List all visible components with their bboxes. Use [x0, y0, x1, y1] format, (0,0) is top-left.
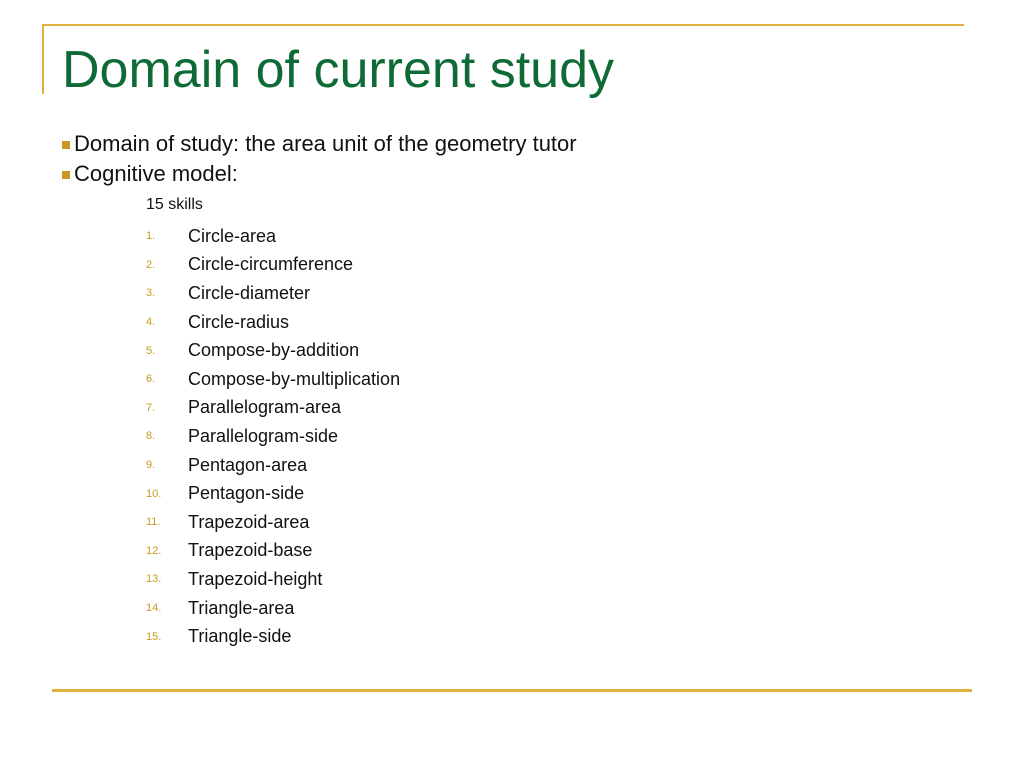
skill-number: 1.	[146, 230, 156, 243]
skill-item	[146, 222, 400, 251]
skill-number: 11.	[146, 516, 161, 529]
skill-item	[146, 594, 400, 623]
skill-item	[146, 537, 400, 566]
skill-number: 12.	[146, 544, 162, 557]
skill-item	[146, 508, 400, 537]
skill-item	[146, 394, 400, 423]
top-accent-rule	[42, 24, 964, 26]
skill-number: 7.	[146, 401, 156, 414]
bottom-accent-rule	[52, 689, 972, 692]
skill-label: Circle-circumference	[188, 254, 354, 275]
skill-number: 14.	[146, 602, 162, 615]
skill-label: Parallelogram-side	[188, 425, 339, 446]
skill-number: 13.	[146, 573, 162, 586]
skill-label: Triangle-side	[188, 626, 292, 647]
skill-item	[146, 451, 400, 480]
skill-label: Triangle-area	[188, 597, 295, 618]
skill-item	[146, 565, 400, 594]
square-bullet-icon	[62, 171, 70, 179]
skill-label: Compose-by-addition	[188, 340, 360, 361]
bullet-list	[62, 129, 577, 189]
skill-number: 5.	[146, 344, 156, 357]
skill-label: Pentagon-area	[188, 454, 308, 475]
skill-label: Circle-radius	[188, 311, 290, 332]
skill-item	[146, 336, 400, 365]
square-bullet-icon	[62, 141, 70, 149]
bullet-item-cognitive-model	[62, 159, 577, 189]
skill-label: Circle-diameter	[188, 282, 311, 303]
skill-number: 6.	[146, 373, 156, 386]
skill-item	[146, 422, 400, 451]
slide-title: Domain of current study	[62, 41, 615, 99]
skill-label: Compose-by-multiplication	[188, 368, 401, 389]
skills-list	[146, 222, 400, 651]
skill-label: Parallelogram-area	[188, 397, 342, 418]
skill-item	[146, 308, 400, 337]
skill-number: 15.	[146, 630, 162, 643]
bullet-item-domain	[62, 129, 577, 159]
skill-label: Circle-area	[188, 225, 277, 246]
skill-label: Trapezoid-base	[188, 540, 313, 561]
skill-item	[146, 622, 400, 651]
skill-item	[146, 479, 400, 508]
skill-item	[146, 251, 400, 280]
skill-number: 8.	[146, 430, 156, 443]
skill-number: 4.	[146, 316, 156, 329]
bullet-text: Cognitive model:	[74, 161, 238, 186]
skill-number: 2.	[146, 258, 156, 271]
skill-item	[146, 279, 400, 308]
skill-label: Pentagon-side	[188, 483, 305, 504]
skill-number: 3.	[146, 287, 156, 300]
left-accent-rule	[42, 24, 44, 94]
skill-number: 10.	[146, 487, 162, 500]
skill-number: 9.	[146, 459, 156, 472]
skill-label: Trapezoid-height	[188, 568, 323, 589]
bullet-text: Domain of study: the area unit of the geometry tutor	[74, 131, 577, 156]
skill-label: Trapezoid-area	[188, 511, 310, 532]
skills-caption: 15 skills	[146, 196, 203, 213]
skill-item	[146, 365, 400, 394]
